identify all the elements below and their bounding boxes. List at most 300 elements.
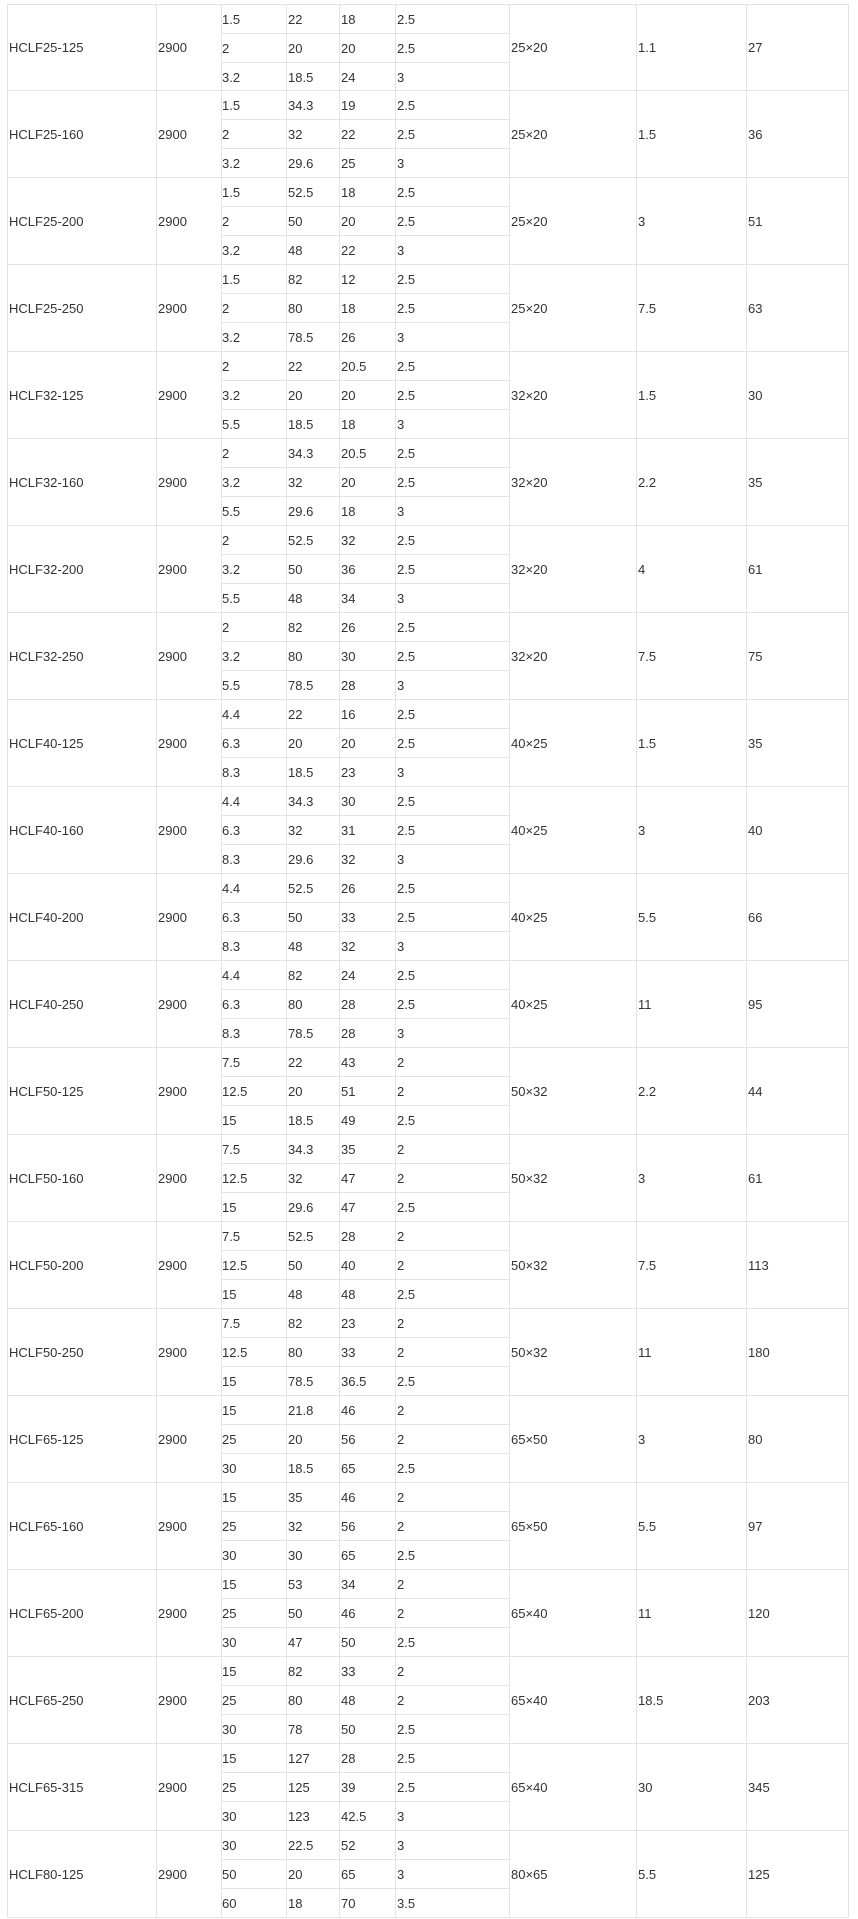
table-row	[7, 1483, 849, 1570]
eff-cell: 65	[341, 1548, 356, 1563]
sub-row	[221, 1628, 509, 1657]
inlet-outlet-cell: 32×20	[511, 648, 548, 664]
npsh-cell: 2.5	[397, 300, 416, 316]
head-cell: 32	[288, 1170, 303, 1186]
head-cell: 18.5	[288, 70, 314, 85]
npsh-cell: 2	[397, 1489, 405, 1505]
sub-row	[221, 1802, 509, 1831]
eff-cell: 33	[341, 1663, 356, 1679]
head-cell: 52.5	[288, 532, 314, 548]
npsh-cell: 3	[397, 417, 405, 432]
power-cell: 1.5	[638, 387, 657, 403]
inlet-outlet-cell: 25×20	[511, 300, 548, 316]
table-row	[7, 1135, 849, 1222]
flow-cell: 60	[222, 1896, 237, 1911]
eff-cell: 65	[341, 1461, 356, 1476]
power-cell: 7.5	[638, 1257, 657, 1273]
head-cell: 18.5	[288, 765, 314, 780]
sub-row	[221, 671, 509, 700]
head-cell: 35	[288, 1489, 303, 1505]
sub-row	[221, 1686, 509, 1715]
npsh-cell: 2	[397, 1692, 405, 1708]
table-row	[7, 1309, 849, 1396]
head-cell: 50	[288, 1257, 303, 1273]
flow-cell: 5.5	[222, 504, 241, 519]
head-cell: 123	[288, 1809, 310, 1824]
flow-cell: 30	[222, 1548, 237, 1563]
head-cell: 82	[288, 619, 303, 635]
flow-cell: 7.5	[222, 1054, 241, 1070]
speed-cell: 2900	[158, 996, 187, 1012]
power-cell: 18.5	[638, 1692, 664, 1708]
sub-row	[221, 120, 509, 149]
sub-row	[221, 1454, 509, 1483]
npsh-cell: 2.5	[397, 1722, 416, 1737]
npsh-cell: 2	[397, 1315, 405, 1331]
flow-cell: 25	[222, 1431, 237, 1447]
npsh-cell: 2.5	[397, 213, 416, 229]
power-cell: 11	[638, 1344, 652, 1360]
weight-cell: 95	[748, 996, 763, 1012]
eff-cell: 20	[341, 735, 356, 751]
flow-cell: 2	[222, 619, 230, 635]
inlet-outlet-cell: 65×40	[511, 1692, 548, 1708]
speed-cell: 2900	[158, 1518, 187, 1534]
inlet-outlet-cell: 40×25	[511, 735, 548, 751]
head-cell: 22.5	[288, 1837, 314, 1853]
flow-cell: 15	[222, 1200, 237, 1215]
flow-cell: 8.3	[222, 939, 241, 954]
sub-row	[221, 1280, 509, 1309]
weight-cell: 44	[748, 1083, 763, 1099]
model-cell: HCLF25-250	[9, 300, 84, 316]
eff-cell: 26	[341, 619, 356, 635]
npsh-cell: 2.5	[397, 97, 416, 113]
eff-cell: 28	[341, 1026, 356, 1041]
head-cell: 30	[288, 1548, 303, 1563]
weight-cell: 203	[748, 1692, 770, 1708]
head-cell: 82	[288, 1663, 303, 1679]
npsh-cell: 3	[397, 504, 405, 519]
eff-cell: 47	[341, 1200, 356, 1215]
eff-cell: 20.5	[341, 358, 367, 374]
sub-row	[221, 1773, 509, 1802]
weight-cell: 97	[748, 1518, 763, 1534]
head-cell: 18.5	[288, 1113, 314, 1128]
weight-cell: 35	[748, 474, 763, 490]
sub-row	[221, 1425, 509, 1454]
flow-cell: 12.5	[222, 1170, 248, 1186]
npsh-cell: 2.5	[397, 1200, 416, 1215]
eff-cell: 52	[341, 1837, 356, 1853]
flow-cell: 2	[222, 532, 230, 548]
weight-cell: 36	[748, 126, 763, 142]
speed-cell: 2900	[158, 1083, 187, 1099]
flow-cell: 3.2	[222, 70, 241, 85]
sub-row	[221, 1222, 509, 1251]
eff-cell: 20	[341, 40, 356, 56]
head-cell: 22	[288, 11, 303, 27]
speed-cell: 2900	[158, 1257, 187, 1273]
sub-row	[221, 410, 509, 439]
flow-cell: 50	[222, 1866, 237, 1882]
pump-spec-table	[7, 4, 849, 1918]
table-row	[7, 613, 849, 700]
model-cell: HCLF80-125	[9, 1866, 84, 1882]
sub-row	[221, 1860, 509, 1889]
eff-cell: 18	[341, 300, 356, 316]
head-cell: 20	[288, 1866, 303, 1882]
npsh-cell: 2	[397, 1141, 405, 1157]
sub-row	[221, 961, 509, 990]
flow-cell: 7.5	[222, 1141, 241, 1157]
flow-cell: 6.3	[222, 822, 241, 838]
eff-cell: 43	[341, 1054, 356, 1070]
eff-cell: 26	[341, 330, 356, 345]
flow-cell: 5.5	[222, 417, 241, 432]
sub-row	[221, 932, 509, 961]
npsh-cell: 3	[397, 852, 405, 867]
sub-row	[221, 5, 509, 34]
sub-row	[221, 1831, 509, 1860]
eff-cell: 33	[341, 909, 356, 925]
eff-cell: 19	[341, 97, 356, 113]
npsh-cell: 2.5	[397, 445, 416, 461]
head-cell: 80	[288, 996, 303, 1012]
speed-cell: 2900	[158, 126, 187, 142]
flow-cell: 25	[222, 1518, 237, 1534]
eff-cell: 36	[341, 561, 356, 577]
table-row	[7, 439, 849, 526]
sub-row	[221, 555, 509, 584]
npsh-cell: 2.5	[397, 1635, 416, 1650]
inlet-outlet-cell: 50×32	[511, 1170, 548, 1186]
table-row	[7, 526, 849, 613]
flow-cell: 4.4	[222, 706, 241, 722]
sub-row	[221, 439, 509, 468]
npsh-cell: 2.5	[397, 648, 416, 664]
model-cell: HCLF32-200	[9, 561, 84, 577]
model-cell: HCLF40-125	[9, 735, 84, 751]
model-cell: HCLF40-200	[9, 909, 84, 925]
flow-cell: 2	[222, 126, 230, 142]
sub-row	[221, 526, 509, 555]
power-cell: 11	[638, 1605, 652, 1621]
eff-cell: 48	[341, 1287, 356, 1302]
table-row	[7, 787, 849, 874]
npsh-cell: 2	[397, 1054, 405, 1070]
flow-cell: 5.5	[222, 591, 241, 606]
sub-row	[221, 1541, 509, 1570]
head-cell: 50	[288, 909, 303, 925]
speed-cell: 2900	[158, 735, 187, 751]
npsh-cell: 2.5	[397, 1287, 416, 1302]
power-cell: 2.2	[638, 474, 657, 490]
eff-cell: 32	[341, 939, 356, 954]
head-cell: 29.6	[288, 504, 314, 519]
sub-row	[221, 1599, 509, 1628]
speed-cell: 2900	[158, 1779, 187, 1795]
weight-cell: 120	[748, 1605, 770, 1621]
flow-cell: 25	[222, 1779, 237, 1795]
head-cell: 18	[288, 1896, 303, 1911]
npsh-cell: 2.5	[397, 1113, 416, 1128]
flow-cell: 15	[222, 1663, 237, 1679]
eff-cell: 36.5	[341, 1374, 367, 1389]
head-cell: 48	[288, 243, 303, 258]
eff-cell: 34	[341, 591, 356, 606]
head-cell: 53	[288, 1576, 303, 1592]
head-cell: 18.5	[288, 417, 314, 432]
npsh-cell: 2.5	[397, 358, 416, 374]
npsh-cell: 2.5	[397, 271, 416, 287]
flow-cell: 7.5	[222, 1228, 241, 1244]
flow-cell: 6.3	[222, 996, 241, 1012]
speed-cell: 2900	[158, 1866, 187, 1882]
flow-cell: 6.3	[222, 735, 241, 751]
speed-cell: 2900	[158, 1170, 187, 1186]
sub-row	[221, 497, 509, 526]
inlet-outlet-cell: 50×32	[511, 1344, 548, 1360]
table-row	[7, 91, 849, 178]
power-cell: 5.5	[638, 1518, 657, 1534]
npsh-cell: 2.5	[397, 880, 416, 896]
flow-cell: 7.5	[222, 1315, 241, 1331]
table-row	[7, 1570, 849, 1657]
table-row	[7, 178, 849, 265]
flow-cell: 30	[222, 1461, 237, 1476]
head-cell: 50	[288, 1605, 303, 1621]
model-cell: HCLF50-125	[9, 1083, 84, 1099]
sub-row	[221, 468, 509, 497]
head-cell: 78	[288, 1722, 303, 1737]
eff-cell: 30	[341, 648, 356, 664]
sub-row	[221, 874, 509, 903]
speed-cell: 2900	[158, 561, 187, 577]
table-row	[7, 1657, 849, 1744]
eff-cell: 28	[341, 678, 356, 693]
npsh-cell: 2.5	[397, 793, 416, 809]
flow-cell: 30	[222, 1635, 237, 1650]
eff-cell: 23	[341, 765, 356, 780]
head-cell: 52.5	[288, 880, 314, 896]
flow-cell: 5.5	[222, 678, 241, 693]
flow-cell: 6.3	[222, 909, 241, 925]
flow-cell: 15	[222, 1287, 237, 1302]
power-cell: 1.5	[638, 126, 657, 142]
npsh-cell: 2	[397, 1257, 405, 1273]
inlet-outlet-cell: 32×20	[511, 561, 548, 577]
eff-cell: 23	[341, 1315, 356, 1331]
sub-row	[221, 1164, 509, 1193]
npsh-cell: 2.5	[397, 126, 416, 142]
model-cell: HCLF25-200	[9, 213, 84, 229]
head-cell: 32	[288, 822, 303, 838]
speed-cell: 2900	[158, 909, 187, 925]
eff-cell: 28	[341, 996, 356, 1012]
model-cell: HCLF50-160	[9, 1170, 84, 1186]
sub-row	[221, 352, 509, 381]
head-cell: 20	[288, 1431, 303, 1447]
speed-cell: 2900	[158, 300, 187, 316]
speed-cell: 2900	[158, 40, 187, 55]
eff-cell: 47	[341, 1170, 356, 1186]
head-cell: 78.5	[288, 678, 314, 693]
weight-cell: 61	[748, 1170, 763, 1186]
power-cell: 3	[638, 213, 646, 229]
weight-cell: 30	[748, 387, 763, 403]
npsh-cell: 2	[397, 1083, 405, 1099]
eff-cell: 33	[341, 1344, 356, 1360]
model-cell: HCLF65-125	[9, 1431, 84, 1447]
head-cell: 21.8	[288, 1402, 314, 1418]
eff-cell: 20.5	[341, 445, 367, 461]
npsh-cell: 2.5	[397, 561, 416, 577]
npsh-cell: 3	[397, 678, 405, 693]
table-row	[7, 1744, 849, 1831]
model-cell: HCLF40-160	[9, 822, 84, 838]
power-cell: 5.5	[638, 1866, 657, 1882]
head-cell: 127	[288, 1750, 310, 1766]
inlet-outlet-cell: 65×40	[511, 1605, 548, 1621]
sub-row	[221, 700, 509, 729]
power-cell: 1.5	[638, 735, 657, 751]
head-cell: 29.6	[288, 1200, 314, 1215]
sub-row	[221, 236, 509, 265]
model-cell: HCLF65-250	[9, 1692, 84, 1708]
power-cell: 4	[638, 561, 646, 577]
flow-cell: 1.5	[222, 184, 241, 200]
weight-cell: 75	[748, 648, 763, 664]
head-cell: 80	[288, 1692, 303, 1708]
eff-cell: 34	[341, 1576, 356, 1592]
model-cell: HCLF65-160	[9, 1518, 84, 1534]
eff-cell: 24	[341, 70, 356, 85]
eff-cell: 49	[341, 1113, 356, 1128]
sub-row	[221, 1251, 509, 1280]
head-cell: 29.6	[288, 852, 314, 867]
weight-cell: 125	[748, 1866, 770, 1882]
head-cell: 22	[288, 706, 303, 722]
eff-cell: 51	[341, 1083, 356, 1099]
sub-row	[221, 1483, 509, 1512]
head-cell: 48	[288, 591, 303, 606]
flow-cell: 3.2	[222, 330, 241, 345]
sub-row	[221, 149, 509, 178]
sub-row	[221, 323, 509, 352]
sub-row	[221, 1570, 509, 1599]
speed-cell: 2900	[158, 387, 187, 403]
table-row	[7, 961, 849, 1048]
inlet-outlet-cell: 50×32	[511, 1083, 548, 1099]
table-row	[7, 874, 849, 961]
flow-cell: 15	[222, 1374, 237, 1389]
table-row	[7, 352, 849, 439]
weight-cell: 27	[748, 40, 763, 55]
head-cell: 48	[288, 939, 303, 954]
npsh-cell: 2.5	[397, 184, 416, 200]
npsh-cell: 3	[397, 70, 405, 85]
speed-cell: 2900	[158, 648, 187, 664]
weight-cell: 345	[748, 1779, 770, 1795]
flow-cell: 15	[222, 1750, 237, 1766]
sub-row	[221, 381, 509, 410]
head-cell: 78.5	[288, 330, 314, 345]
head-cell: 52.5	[288, 184, 314, 200]
table-row	[7, 1831, 849, 1918]
eff-cell: 46	[341, 1402, 356, 1418]
eff-cell: 20	[341, 387, 356, 403]
sub-row	[221, 758, 509, 787]
head-cell: 78.5	[288, 1374, 314, 1389]
npsh-cell: 2	[397, 1518, 405, 1534]
npsh-cell: 2	[397, 1344, 405, 1360]
head-cell: 22	[288, 358, 303, 374]
npsh-cell: 2.5	[397, 1374, 416, 1389]
head-cell: 52.5	[288, 1228, 314, 1244]
head-cell: 80	[288, 300, 303, 316]
head-cell: 34.3	[288, 1141, 314, 1157]
inlet-outlet-cell: 32×20	[511, 387, 548, 403]
flow-cell: 12.5	[222, 1344, 248, 1360]
power-cell: 3	[638, 1170, 646, 1186]
eff-cell: 18	[341, 417, 356, 432]
sub-row	[221, 1193, 509, 1222]
flow-cell: 25	[222, 1692, 237, 1708]
table-row	[7, 700, 849, 787]
flow-cell: 4.4	[222, 793, 241, 809]
npsh-cell: 2	[397, 1228, 405, 1244]
power-cell: 11	[638, 996, 652, 1012]
inlet-outlet-cell: 40×25	[511, 822, 548, 838]
table-row	[7, 1222, 849, 1309]
sub-row	[221, 1048, 509, 1077]
flow-cell: 30	[222, 1722, 237, 1737]
sub-row	[221, 1512, 509, 1541]
eff-cell: 20	[341, 474, 356, 490]
model-cell: HCLF65-200	[9, 1605, 84, 1621]
flow-cell: 3.2	[222, 156, 241, 171]
model-cell: HCLF50-200	[9, 1257, 84, 1273]
sub-row	[221, 63, 509, 92]
model-cell: HCLF50-250	[9, 1344, 84, 1360]
eff-cell: 22	[341, 126, 356, 142]
npsh-cell: 3	[397, 1866, 405, 1882]
flow-cell: 2	[222, 40, 230, 56]
speed-cell: 2900	[158, 213, 187, 229]
flow-cell: 3.2	[222, 648, 241, 664]
inlet-outlet-cell: 25×20	[511, 213, 548, 229]
sub-row	[221, 1077, 509, 1106]
head-cell: 20	[288, 387, 303, 403]
sub-row	[221, 34, 509, 63]
head-cell: 50	[288, 213, 303, 229]
npsh-cell: 2.5	[397, 11, 416, 27]
inlet-outlet-cell: 25×20	[511, 126, 548, 142]
flow-cell: 12.5	[222, 1083, 248, 1099]
eff-cell: 65	[341, 1866, 356, 1882]
sub-row	[221, 729, 509, 758]
head-cell: 82	[288, 1315, 303, 1331]
speed-cell: 2900	[158, 1605, 187, 1621]
npsh-cell: 2	[397, 1663, 405, 1679]
speed-cell: 2900	[158, 822, 187, 838]
eff-cell: 32	[341, 852, 356, 867]
weight-cell: 40	[748, 822, 763, 838]
weight-cell: 80	[748, 1431, 763, 1447]
sub-row	[221, 1715, 509, 1744]
table-row	[7, 4, 849, 91]
